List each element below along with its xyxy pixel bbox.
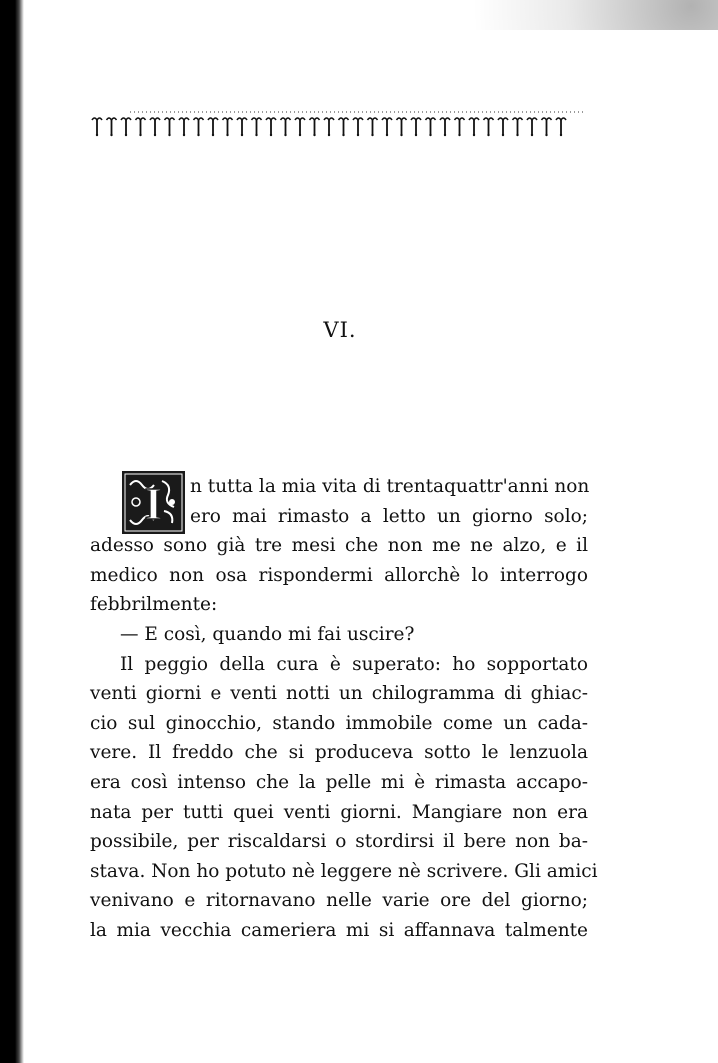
ornament-border bbox=[90, 110, 586, 146]
text-line: era così intenso che la pelle mi è rimasta accapo- bbox=[90, 771, 588, 793]
text-line: — E così, quando mi fai uscire? bbox=[120, 623, 415, 645]
ornament-motif bbox=[469, 118, 479, 136]
scan-noise bbox=[380, 0, 718, 30]
text-line: adesso sono già tre mesi che non me ne alzo, e il bbox=[90, 535, 588, 557]
text-line: possibile, per riscaldarsi o stordirsi il bere non ba- bbox=[90, 831, 588, 853]
ornament-motif bbox=[426, 118, 436, 136]
text-line: ero mai rimasto a letto un giorno solo; bbox=[190, 505, 588, 527]
ornament-motif bbox=[208, 118, 218, 136]
ornament-motif bbox=[397, 118, 407, 136]
text-line: nata per tutti quei venti giorni. Mangiare non era bbox=[90, 801, 588, 823]
ornament-motif bbox=[527, 118, 537, 136]
ornament-motif bbox=[179, 118, 189, 136]
ornament-motif bbox=[353, 118, 363, 136]
ornament-motif bbox=[295, 118, 305, 136]
ornament-motif bbox=[324, 118, 334, 136]
ornament-motif bbox=[107, 118, 117, 136]
dropcap-letter: I bbox=[144, 478, 163, 529]
ornament-motif bbox=[368, 118, 378, 136]
binding-edge bbox=[0, 0, 24, 1063]
text-line: medico non osa rispondermi allorchè lo interrogo bbox=[90, 564, 588, 586]
ornament-motif bbox=[411, 118, 421, 136]
text-line: venivano e ritornavano nelle varie ore del giorno; bbox=[90, 890, 588, 912]
ornament-motif bbox=[165, 118, 175, 136]
ornament-motif bbox=[150, 118, 160, 136]
ornament-motif bbox=[455, 118, 465, 136]
body-text bbox=[90, 472, 598, 946]
ornament-motif bbox=[498, 118, 508, 136]
ornament-motif bbox=[339, 118, 349, 136]
ornament-motif bbox=[223, 118, 233, 136]
ornament-motif bbox=[513, 118, 523, 136]
ornament-motif bbox=[237, 118, 247, 136]
chapter-number: VI. bbox=[323, 318, 357, 342]
ornament-motif bbox=[136, 118, 146, 136]
text-line: n tutta la mia vita di trentaquattr'anni non bbox=[190, 476, 590, 497]
ornament-motif bbox=[281, 118, 291, 136]
ornament-motif bbox=[194, 118, 204, 136]
text-line: Il peggio della cura è superato: ho sopportato bbox=[120, 653, 588, 675]
ornament-motif bbox=[252, 118, 262, 136]
ornament-motif bbox=[542, 118, 552, 136]
ornament-motif bbox=[310, 118, 320, 136]
ornament-motif bbox=[121, 118, 131, 136]
text-line: stava. Non ho potuto nè leggere nè scrivere. Gli amici bbox=[90, 860, 598, 882]
ornament-motif bbox=[266, 118, 276, 136]
text-line: cio sul ginocchio, stando immobile come un cada- bbox=[90, 712, 588, 734]
ornament-motif bbox=[556, 118, 566, 136]
text-line: febbrilmente: bbox=[90, 594, 218, 616]
text-line: vere. Il freddo che si produceva sotto le lenzuola bbox=[90, 742, 588, 764]
ornament-motif bbox=[92, 118, 102, 136]
ornament-motif bbox=[484, 118, 494, 136]
text-line: la mia vecchia cameriera mi si affannava talmente bbox=[90, 919, 588, 941]
ornament-motif bbox=[382, 118, 392, 136]
ornament-motif bbox=[440, 118, 450, 136]
text-line: venti giorni e venti notti un chilogramma di ghiac- bbox=[90, 683, 588, 705]
